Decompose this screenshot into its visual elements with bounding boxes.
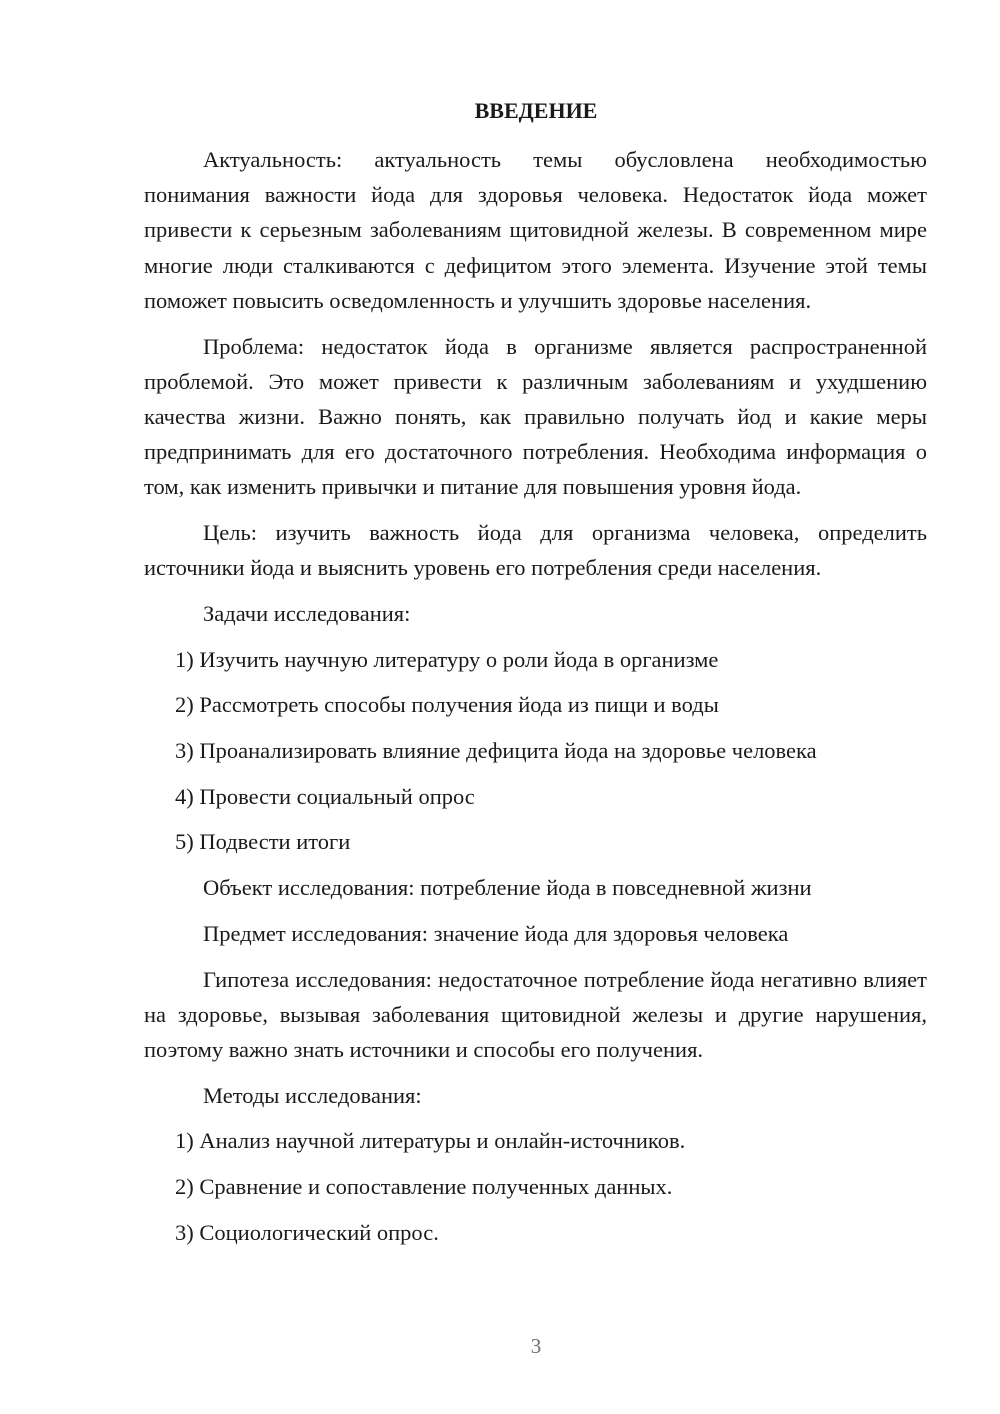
tasks-heading: Задачи исследования: bbox=[203, 600, 411, 626]
task-item-2: 2) Рассмотреть способы получения йода из пищи и воды bbox=[175, 692, 719, 718]
methods-heading: Методы исследования: bbox=[203, 1082, 422, 1108]
goal-paragraph: Цель: изучить важность йода для организма человека, определить источники йода и выяснить уровень его потребления среди населения. bbox=[144, 520, 927, 581]
method-item-3: 3) Социологический опрос. bbox=[175, 1219, 439, 1245]
research-object: Объект исследования: потребление йода в повседневной жизни bbox=[203, 875, 812, 901]
method-item-1: 1) Анализ научной литературы и онлайн-источников. bbox=[175, 1128, 686, 1154]
task-item-3: 3) Проанализировать влияние дефицита йода на здоровье человека bbox=[175, 738, 817, 764]
page-title: ВВЕДЕНИЕ bbox=[474, 98, 598, 123]
tasks-list bbox=[144, 642, 927, 860]
research-subject: Предмет исследования: значение йода для здоровья человека bbox=[203, 920, 789, 946]
task-item-5: 5) Подвести итоги bbox=[175, 829, 351, 855]
page-number: 3 bbox=[530, 1334, 542, 1358]
task-item-1: 1) Изучить научную литературу о роли йода в организме bbox=[175, 646, 719, 672]
task-item-4: 4) Провести социальный опрос bbox=[175, 783, 475, 809]
document-body bbox=[144, 142, 927, 1260]
methods-list bbox=[144, 1123, 927, 1250]
hypothesis-paragraph: Гипотеза исследования: недостаточное потребление йода негативно влияет на здоровье, вызывая заболевания щитовидной железы и другие нарушения, поэтому важно знать источники и способы его получения. bbox=[144, 966, 927, 1062]
relevance-paragraph: Актуальность: актуальность темы обусловлена необходимостью понимания важности йода для здоровья человека. Недостаток йода может привести к серьезным заболеваниям щитовидной железы. В современном мире многие люди сталкиваются с дефицитом этого элемента. Изучение этой темы поможет повысить осведомленность и улучшить здоровье населения. bbox=[144, 147, 927, 313]
method-item-2: 2) Сравнение и сопоставление полученных данных. bbox=[175, 1174, 673, 1200]
problem-paragraph: Проблема: недостаток йода в организме является распространенной проблемой. Это может привести к различным заболеваниям и ухудшению качества жизни. Важно понять, как правильно получать йод и какие меры предпринимать для его достаточного потребления. Необходима информация о том, как изменить привычки и питание для повышения уровня йода. bbox=[144, 333, 927, 500]
